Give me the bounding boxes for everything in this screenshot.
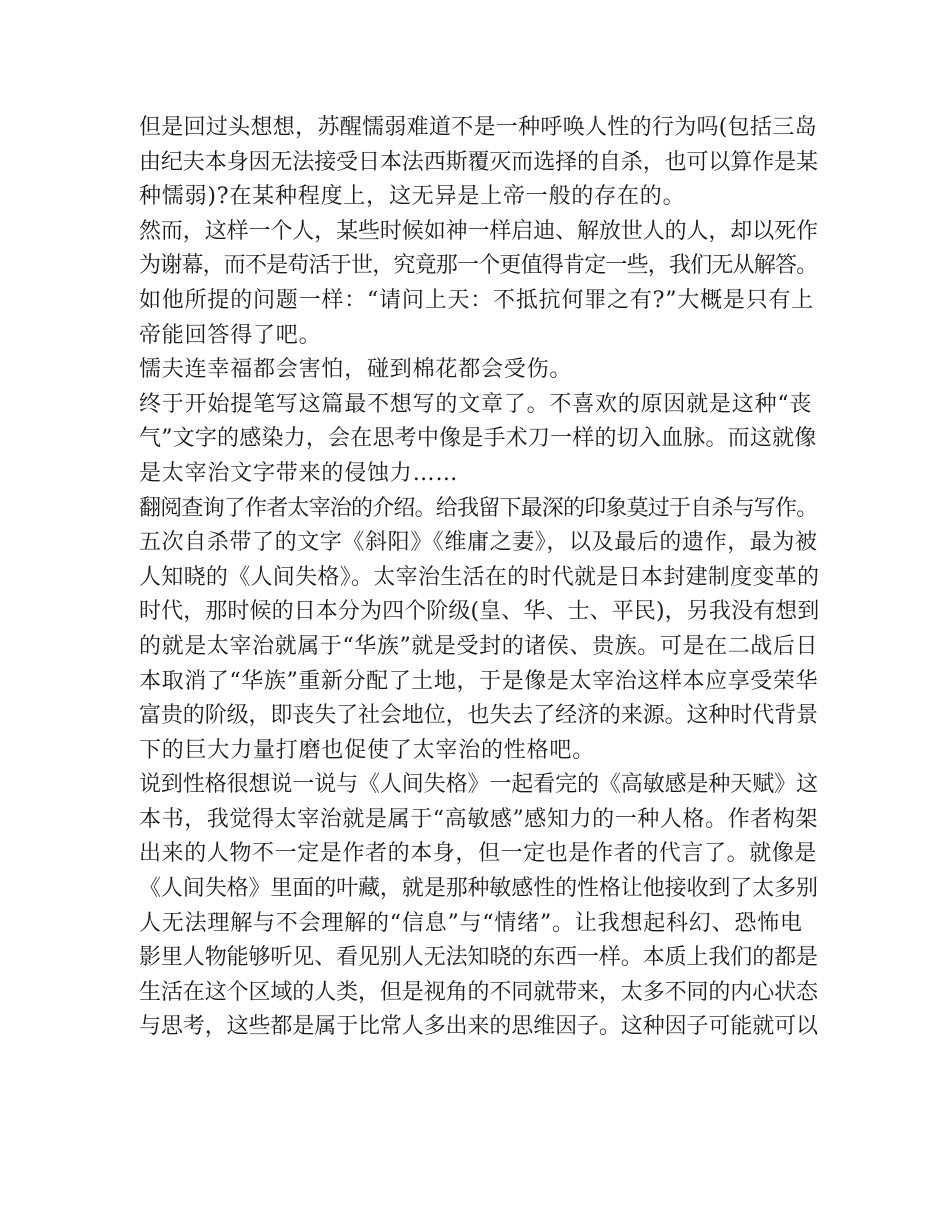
text-line: 帝能回答得了吧。 bbox=[139, 322, 322, 348]
body-text bbox=[139, 111, 819, 1045]
text-line: 影里人物能够听见、看见别人无法知晓的东西一样。本质上我们的都是 bbox=[139, 945, 818, 971]
text-line: 富贵的阶级，即丧失了社会地位，也失去了经济的来源。这种时代背景 bbox=[139, 703, 818, 729]
text-line: 但是回过头想想，苏醒懦弱难道不是一种呼唤人性的行为吗(包括三岛 bbox=[139, 115, 817, 140]
text-line: 由纪夫本身因无法接受日本法西斯覆灭而选择的自杀，也可以算作是某 bbox=[139, 149, 818, 175]
text-line: 懦夫连幸福都会害怕，碰到棉花都会受伤。 bbox=[139, 357, 573, 383]
text-line: 下的巨大力量打磨也促使了太宰治的性格吧。 bbox=[139, 737, 596, 763]
text-line: 五次自杀带了的文字《斜阳》《维庸之妻》，以及最后的遗作，最为被 bbox=[139, 530, 818, 556]
text-line: 是太宰治文字带来的侵蚀力…… bbox=[139, 460, 459, 486]
text-line: 为谢幕，而不是苟活于世，究竟那一个更值得肯定一些，我们无从解答。 bbox=[139, 253, 818, 279]
text-line: 种懦弱)?在某种程度上，这无异是上帝一般的存在的。 bbox=[139, 184, 686, 210]
text-line: 出来的人物不一定是作者的本身，但一定也是作者的代言了。就像是 bbox=[139, 841, 818, 867]
text-line: 说到性格很想说一说与《人间失格》一起看完的《高敏感是种天赋》这 bbox=[139, 772, 818, 798]
text-line: 然而，这样一个人，某些时候如神一样启迪、解放世人的人，却以死作 bbox=[139, 218, 818, 244]
text-line: 本书，我觉得太宰治就是属于“高敏感”感知力的一种人格。作者构架 bbox=[139, 806, 819, 832]
text-line: 气”文字的感染力，会在思考中像是手术刀一样的切入血脉。而这就像 bbox=[139, 426, 817, 452]
text-line: 翻阅查询了作者太宰治的介绍。给我留下最深的印象莫过于自杀与写作。 bbox=[139, 495, 818, 521]
text-line: 人无法理解与不会理解的“信息”与“情绪”。让我想起科幻、恐怖电 bbox=[139, 910, 803, 936]
text-line: 本取消了“华族”重新分配了土地，于是像是太宰治这样本应享受荣华 bbox=[139, 668, 819, 694]
text-line: 的就是太宰治就属于“华族”就是受封的诸侯、贵族。可是在二战后日 bbox=[139, 633, 819, 659]
text-line: 如他所提的问题一样：“请问上天：不抵抗何罪之有?”大概是只有上 bbox=[139, 287, 815, 313]
text-line: 时代，那时候的日本分为四个阶级(皇、华、士、平民)，另我没有想到 bbox=[139, 599, 820, 625]
text-line: 人知晓的《人间失格》。太宰治生活在的时代就是日本封建制度变革的 bbox=[139, 564, 820, 590]
text-line: 与思考，这些都是属于比常人多出来的思维因子。这种因子可能就可以 bbox=[139, 1014, 818, 1040]
text-line: 终于开始提笔写这篇最不想写的文章了。不喜欢的原因就是这种“丧 bbox=[139, 391, 813, 417]
text-line: 生活在这个区域的人类，但是视角的不同就带来，太多不同的内心状态 bbox=[139, 979, 818, 1005]
text-line: 《人间失格》里面的叶藏，就是那种敏感性的性格让他接收到了太多别 bbox=[139, 876, 818, 902]
